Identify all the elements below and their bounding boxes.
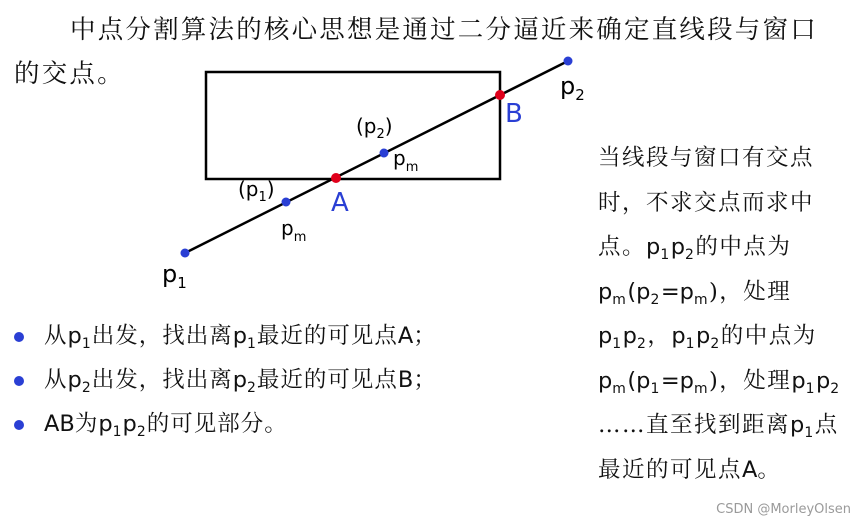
endpoint-p1 [181, 249, 190, 258]
side-explanation: 当线段与窗口有交点时，不求交点而求中点。$p_1p_2$的中点为$p_m(p_2=p_m)$，处理$p_1p_2$，$p_1p_2$的中点为$p_m(p_1=p_m)$，处理$p_1p_2$ ……直至找到距离$p_1$点最近的可见点A。 [598, 145, 841, 483]
clip-window [206, 72, 500, 179]
label-p2: $p_2$ [560, 72, 585, 104]
list-item: 从$p_1$出发，找出离$p_1$最近的可见点A； [10, 314, 437, 358]
label-p1-paren: $(p_1)$ [238, 177, 275, 205]
list-item: AB为$p_1p_2$的可见部分。 [10, 402, 437, 446]
steps-list [10, 314, 437, 446]
bullet-dot-icon [14, 332, 24, 342]
label-b: B [505, 99, 523, 129]
label-p2-paren: $(p_2)$ [356, 114, 393, 142]
endpoint-p2 [564, 57, 573, 66]
intro-paragraph: 中点分割算法的核心思想是通过二分逼近来确定直线段与窗口的交点。 [14, 15, 818, 89]
midpoint-upper [380, 149, 389, 158]
bullet-dot-icon [14, 420, 24, 430]
intersection-a [331, 173, 341, 183]
label-pm-upper: $p_m$ [393, 146, 419, 175]
bullet-dot-icon [14, 376, 24, 386]
label-p1: $p_1$ [162, 260, 187, 292]
intersection-b [495, 90, 505, 100]
label-pm-lower: $p_m$ [281, 216, 307, 245]
watermark: CSDN @MorleyOlsen [716, 502, 851, 517]
label-a: A [331, 188, 349, 218]
midpoint-lower [282, 198, 291, 207]
list-item: 从$p_2$出发，找出离$p_2$最近的可见点B； [10, 358, 437, 402]
line-segment [185, 61, 568, 253]
